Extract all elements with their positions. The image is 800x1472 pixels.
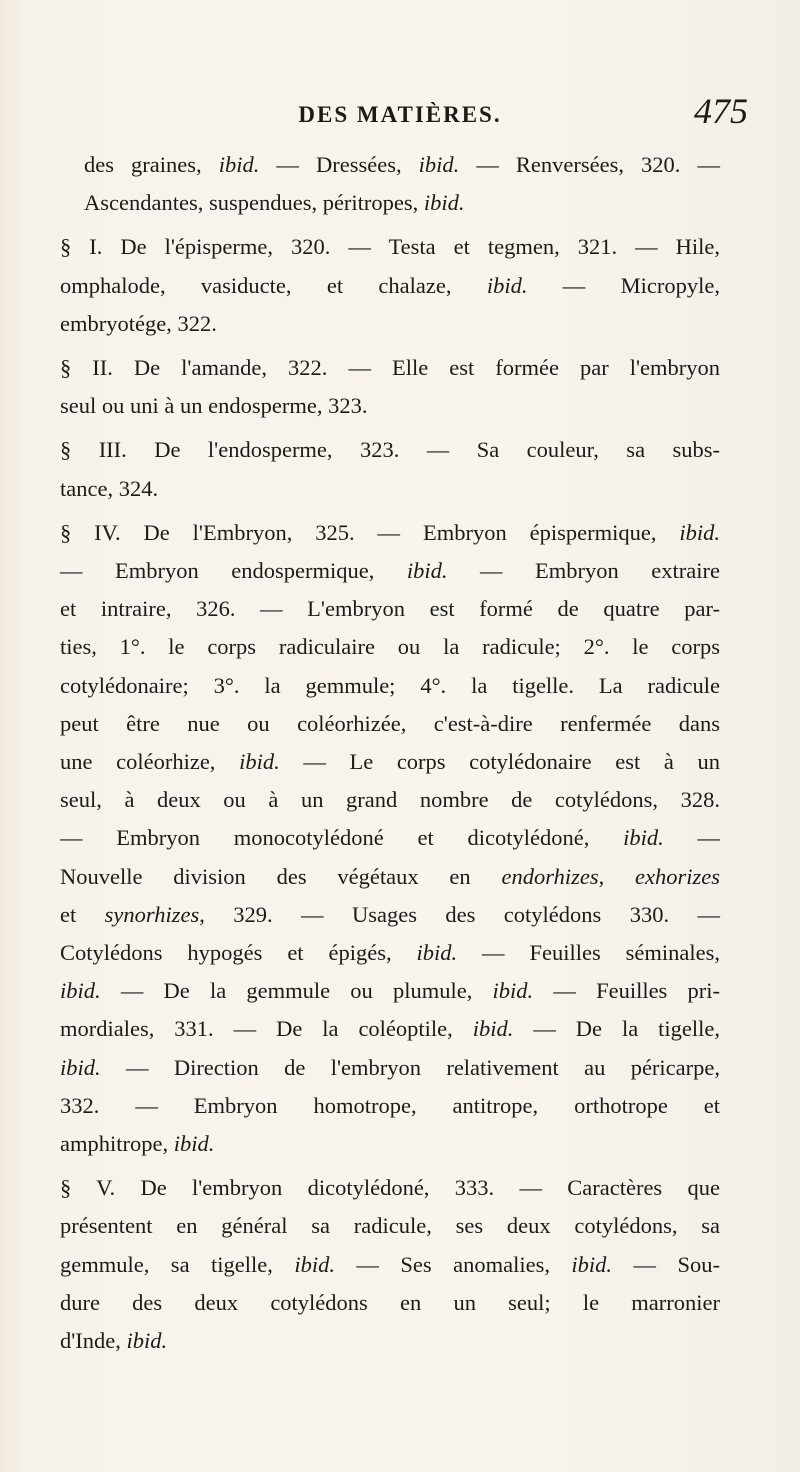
text-line: § V. De l'embryon dicotylédoné, 333. — Caractères que — [60, 1175, 720, 1201]
running-head — [60, 88, 748, 138]
text-line: omphalode, vasiducte, et chalaze, ibid. — Micropyle, — [60, 272, 720, 298]
page-number: 475 — [694, 91, 748, 131]
text-line: § IV. De l'Embryon, 325. — Embryon épispermique, ibid. — [60, 519, 720, 545]
running-title: DES MATIÈRES. — [298, 102, 502, 127]
text-line: peut être nue ou coléorhizée, c'est-à-dire renfermée dans — [60, 710, 720, 736]
text-line: Nouvelle division des végétaux en endorhizes, exhorizes — [60, 863, 720, 889]
text-line: seul ou uni à un endosperme, 323. — [60, 393, 368, 419]
text-line: ibid. — De la gemmule ou plumule, ibid. — Feuilles pri- — [60, 978, 720, 1004]
text-line: une coléorhize, ibid. — Le corps cotylédonaire est à un — [60, 749, 720, 775]
text-line: 332. — Embryon homotrope, antitrope, orthotrope et — [60, 1092, 720, 1118]
text-line: des graines, ibid. — Dressées, ibid. — Renversées, 320. — — [84, 152, 720, 177]
section-entry-iii — [60, 431, 720, 507]
index-text — [60, 146, 720, 1366]
text-line: mordiales, 331. — De la coléoptile, ibid. — De la tigelle, — [60, 1016, 720, 1042]
text-line: Ascendantes, suspendues, péritropes, ibid. — [84, 190, 465, 216]
text-line: — Embryon monocotylédoné et dicotylédoné, ibid. — — [60, 825, 720, 851]
text-line: amphitrope, ibid. — [60, 1131, 215, 1157]
text-line: gemmule, sa tigelle, ibid. — Ses anomalies, ibid. — Sou- — [60, 1251, 720, 1277]
text-line: — Embryon endospermique, ibid. — Embryon extraire — [60, 558, 720, 584]
text-line: ties, 1°. le corps radiculaire ou la radicule; 2°. le corps — [60, 634, 720, 660]
text-line: présentent en général sa radicule, ses deux cotylédons, sa — [60, 1213, 720, 1239]
text-line: ibid. — Direction de l'embryon relativement au péricarpe, — [60, 1054, 720, 1080]
text-line: Cotylédons hypogés et épigés, ibid. — Feuilles séminales, — [60, 940, 720, 966]
section-entry-i — [60, 228, 720, 343]
text-line: et intraire, 326. — L'embryon est formé de quatre par- — [60, 596, 720, 622]
text-line: seul, à deux ou à un grand nombre de cotylédons, 328. — [60, 787, 720, 813]
text-line: embryotége, 322. — [60, 310, 217, 336]
text-line: tance, 324. — [60, 475, 159, 501]
text-line: § III. De l'endosperme, 323. — Sa couleur, sa subs- — [60, 437, 720, 463]
text-line: dure des deux cotylédons en un seul; le marronier — [60, 1289, 720, 1315]
text-line: cotylédonaire; 3°. la gemmule; 4°. la tigelle. La radicule — [60, 672, 720, 698]
paragraph-continuation — [60, 146, 720, 222]
text-line: § II. De l'amande, 322. — Elle est formée par l'embryon — [60, 355, 720, 381]
text-line: d'Inde, ibid. — [60, 1328, 168, 1354]
text-line: § I. De l'épisperme, 320. — Testa et tegmen, 321. — Hile, — [60, 234, 720, 260]
section-entry-iv — [60, 514, 720, 1163]
section-entry-v — [60, 1169, 720, 1360]
text-line: et synorhizes, 329. — Usages des cotylédons 330. — — [60, 901, 720, 927]
section-entry-ii — [60, 349, 720, 425]
